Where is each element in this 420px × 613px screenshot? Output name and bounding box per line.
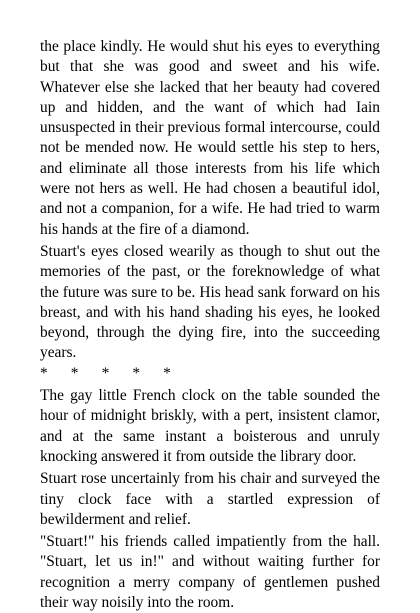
paragraph-clock: The gay little French clock on the table sounded the hour of midnight briskly, with a pert, insistent clamor, and at the same instant a boisterous and unruly knocking answered it from outside the library door.	[40, 387, 380, 465]
page-body	[40, 37, 380, 613]
paragraph-reverie: Stuart's eyes closed wearily as though to shut out the memories of the past, or the foreknowledge of what the future was sure to be. His head sank forward on his breast, and with his hand shading his eyes, he looked beyond, through the dying fire, into the succeeding years.	[40, 242, 380, 362]
paragraph-friends: "Stuart!" his friends called impatiently from the hall. "Stuart, let us in!" and without waiting further for recognition a merry company of gentlemen pushed their way noisily into the room.	[40, 533, 380, 612]
paragraph-resolve: the place kindly. He would shut his eyes to everything but that she was good and sweet and his wife. Whatever else she lacked that her beauty had covered up and hidden, and the want of which had Iain unsuspected in their previous formal intercourse, could not be mended now. He would settle his step to hers, and eliminate all those interests from his life which were not hers as well. He had chosen a beautiful idol, and not a companion, for a wife. He had tried to warm his hands at the fire of a diamond.	[40, 38, 380, 238]
paragraph-rise: Stuart rose uncertainly from his chair and surveyed the tiny clock face with a startled expression of bewilderment and relief.	[40, 470, 380, 528]
section-break: * * * * *	[40, 364, 171, 382]
